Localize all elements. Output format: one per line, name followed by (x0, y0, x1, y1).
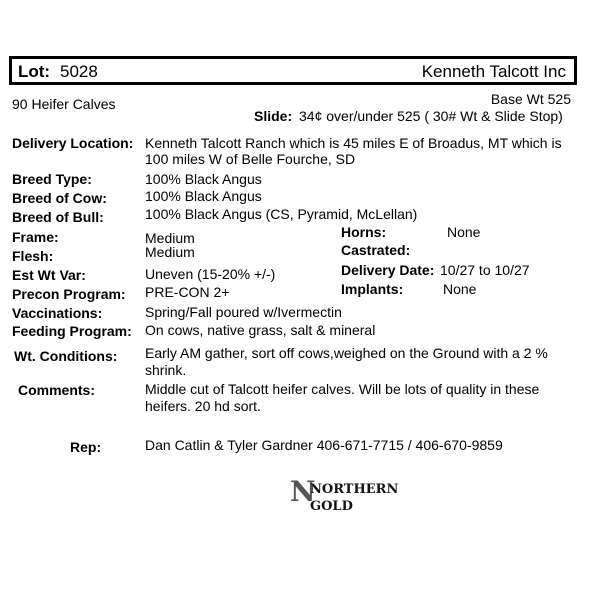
breed-of-cow-value: 100% Black Angus (145, 188, 262, 204)
lot-number: 5028 (60, 62, 98, 81)
svg-text:N: N (290, 476, 316, 508)
rep-label: Rep: (70, 439, 102, 455)
horns-value: None (447, 224, 481, 240)
base-weight: Base Wt 525 (490, 91, 571, 107)
breed-type-label: Breed Type: (12, 171, 92, 187)
lot-label: Lot: (18, 62, 51, 81)
precon-value: PRE-CON 2+ (145, 284, 230, 300)
delivery-date-value: 10/27 to 10/27 (440, 262, 530, 278)
vaccinations-label: Vaccinations: (12, 305, 103, 321)
comments-label: Comments: (18, 382, 96, 398)
slide-value: 34¢ over/under 525 ( 30# Wt & Slide Stop) (299, 108, 563, 124)
comments-value: Middle cut of Talcott heifer calves. Will be lots of quality in these heifers. 20 hd sort. (145, 381, 540, 414)
breed-of-bull-label: Breed of Bull: (12, 209, 104, 225)
breed-type-value: 100% Black Angus (145, 171, 262, 187)
logo-line2: GOLD (310, 499, 353, 514)
seller-name: Kenneth Talcott Inc (421, 62, 566, 81)
est-wt-var-label: Est Wt Var: (12, 267, 86, 283)
breed-of-cow-label: Breed of Cow: (12, 190, 107, 206)
frame-label: Frame: (12, 229, 59, 245)
feeding-program-value: On cows, native grass, salt & mineral (145, 322, 376, 338)
feeding-program-label: Feeding Program: (12, 323, 132, 339)
frame-value: Medium (145, 230, 195, 246)
implants-label: Implants: (341, 281, 404, 297)
lot-header-box (9, 56, 577, 85)
logo-line1: NORTHERN (310, 482, 399, 497)
castrated-label: Castrated: (341, 242, 411, 258)
delivery-location-label: Delivery Location: (12, 135, 134, 151)
flesh-label: Flesh: (12, 248, 54, 264)
delivery-date-label: Delivery Date: (341, 262, 435, 278)
wt-conditions-value: Early AM gather, sort off cows,weighed on the Ground with a 2 % shrink. (145, 345, 548, 378)
slide-label: Slide: (254, 108, 293, 124)
implants-value: None (443, 281, 477, 297)
delivery-location-value: Kenneth Talcott Ranch which is 45 miles E of Broadus, MT which is 100 miles W of Belle Fourche, SD (145, 135, 562, 167)
northern-gold-logo-graphic (290, 476, 400, 518)
horns-label: Horns: (341, 224, 387, 240)
precon-label: Precon Program: (12, 286, 126, 302)
northern-gold-logo (290, 476, 400, 518)
flesh-value: Medium (145, 244, 195, 260)
rep-value: Dan Catlin & Tyler Gardner 406-671-7715 / 406-670-9859 (145, 437, 503, 453)
breed-of-bull-value: 100% Black Angus (CS, Pyramid, McLellan) (145, 206, 418, 222)
est-wt-var-value: Uneven (15-20% +/-) (145, 266, 276, 282)
head-count: 90 Heifer Calves (12, 96, 116, 112)
wt-conditions-label: Wt. Conditions: (14, 348, 118, 364)
vaccinations-value: Spring/Fall poured w/Ivermectin (145, 304, 342, 320)
